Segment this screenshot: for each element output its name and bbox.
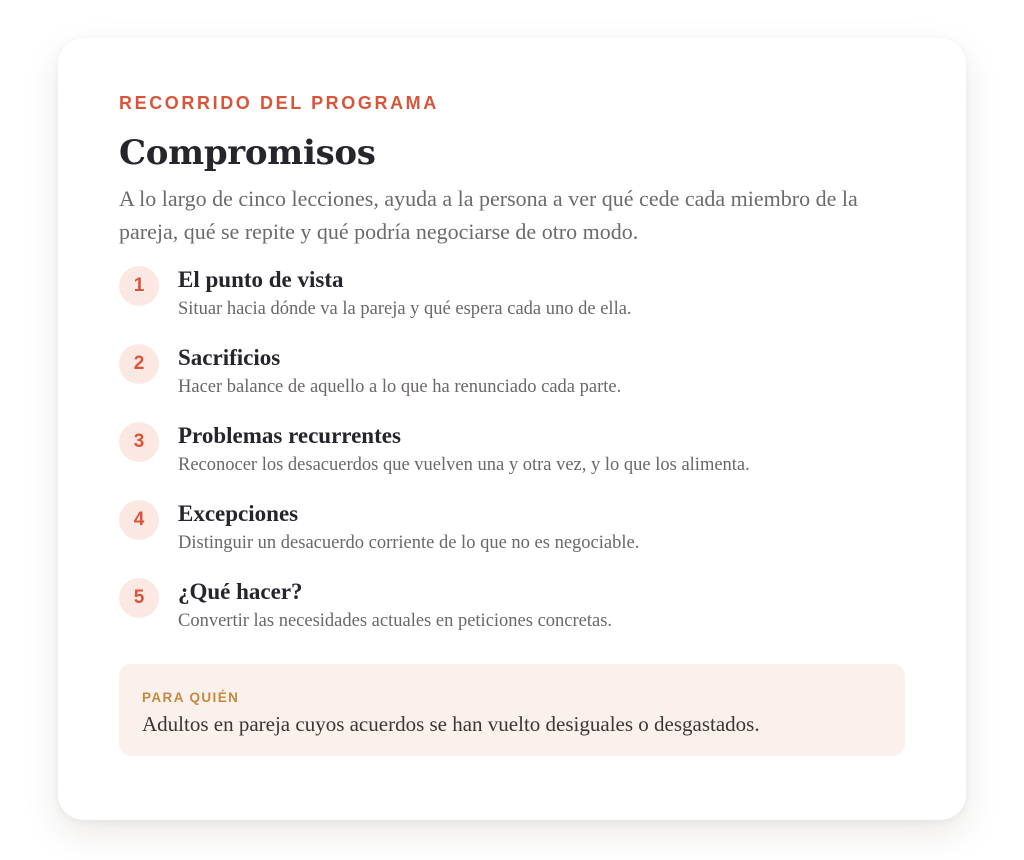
lesson-item xyxy=(119,344,905,422)
lesson-text xyxy=(178,578,612,634)
program-card xyxy=(58,38,966,820)
lesson-title: ¿Qué hacer? xyxy=(178,579,303,604)
audience-text: Adultos en pareja cuyos acuerdos se han vuelto desiguales o desgastados. xyxy=(142,712,760,736)
lesson-title: Excepciones xyxy=(178,501,299,526)
lesson-description: Convertir las necesidades actuales en peticiones concretas. xyxy=(178,611,613,631)
lesson-list xyxy=(119,266,905,656)
lesson-text xyxy=(178,500,639,556)
page-title: Compromisos xyxy=(119,133,376,173)
lesson-item xyxy=(119,500,905,578)
lesson-description: Hacer balance de aquello a lo que ha renunciado cada parte. xyxy=(178,377,622,397)
audience-callout xyxy=(119,664,905,756)
lesson-number-badge: 4 xyxy=(119,500,159,540)
lesson-item xyxy=(119,578,905,656)
lesson-number-badge: 1 xyxy=(119,266,159,306)
lesson-number-badge: 5 xyxy=(119,578,159,618)
lesson-item xyxy=(119,266,905,344)
lesson-title: Sacrificios xyxy=(178,345,281,370)
lesson-text xyxy=(178,422,750,478)
lesson-title: El punto de vista xyxy=(178,267,344,292)
lesson-text xyxy=(178,266,632,322)
section-eyebrow: RECORRIDO DEL PROGRAMA xyxy=(119,93,439,113)
lesson-number-badge: 2 xyxy=(119,344,159,384)
lesson-number-badge: 3 xyxy=(119,422,159,462)
lesson-description: Situar hacia dónde va la pareja y qué espera cada uno de ella. xyxy=(178,299,632,319)
lesson-text xyxy=(178,344,621,400)
lesson-title: Problemas recurrentes xyxy=(178,423,401,448)
lesson-description: Reconocer los desacuerdos que vuelven una y otra vez, y lo que los alimenta. xyxy=(178,455,750,475)
audience-label: PARA QUIÉN xyxy=(142,690,240,705)
lesson-item xyxy=(119,422,905,500)
intro-text: A lo largo de cinco lecciones, ayuda a la persona a ver qué cede cada miembro de la pareja, qué se repite y qué podría negociarse de otro modo. xyxy=(119,186,858,244)
lesson-description: Distinguir un desacuerdo corriente de lo que no es negociable. xyxy=(178,533,640,553)
